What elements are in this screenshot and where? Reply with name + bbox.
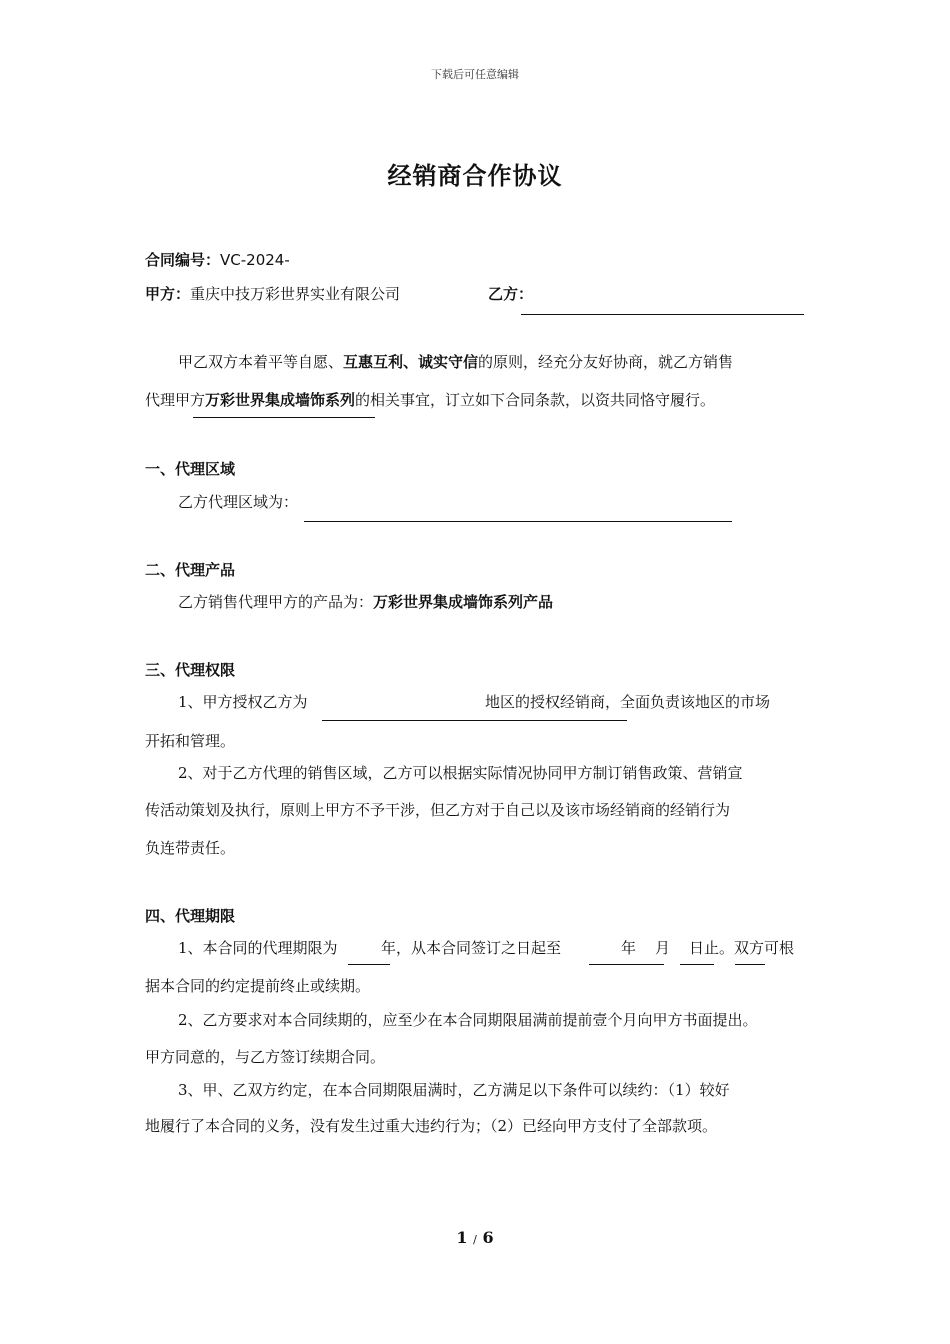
contract-number-label: 合同编号：: [145, 251, 221, 269]
section-3-clause-2a: 2、对于乙方代理的销售区域，乙方可以根据实际情况协同甲方制订销售政策、营销宣: [178, 764, 743, 782]
section-4-heading: 四、代理期限: [145, 907, 236, 925]
intro-text-2: 代理甲方: [145, 391, 206, 409]
page-title: 经销商合作协议: [387, 161, 563, 190]
page-separator: /: [473, 1233, 477, 1246]
contract-number: [145, 250, 290, 270]
party-b-label: 乙方：: [488, 285, 534, 303]
page-total: 6: [482, 1228, 494, 1247]
party-a-label: 甲方：: [145, 285, 191, 303]
section-4-clause-1-year: 年，从本合同签订之日起至: [381, 939, 562, 957]
section-3-clause-2c: 负连带责任。: [145, 839, 236, 857]
term-years-blank[interactable]: [348, 964, 390, 965]
intro-bold: 互惠互利、诚实守信: [343, 353, 479, 371]
section-4-clause-3b: 地履行了本合同的义务，没有发生过重大违约行为；（2）已经向甲方支付了全部款项。: [145, 1117, 718, 1135]
section-1-heading: 一、代理区域: [145, 460, 236, 478]
intro-underline: [193, 417, 375, 418]
header-note: 下载后可任意编辑: [431, 68, 519, 81]
section-4-clause-1b: 据本合同的约定提前终止或续期。: [145, 977, 371, 995]
section-3-clause-1a: 1、甲方授权乙方为: [178, 693, 308, 711]
section-3-clause-1b: 地区的授权经销商，全面负责该地区的市场: [485, 693, 771, 711]
party-a: [145, 284, 400, 304]
contract-number-value: VC-2024-: [220, 251, 290, 269]
section-3-clause-1c: 开拓和管理。: [145, 732, 236, 750]
end-day-blank[interactable]: [735, 964, 765, 965]
party-a-name: 重庆中技万彩世界实业有限公司: [190, 285, 401, 303]
section-2-text-plain: 乙方销售代理甲方的产品为：: [178, 593, 374, 611]
section-1-text: 乙方代理区域为：: [178, 493, 299, 511]
authorized-region-blank[interactable]: [322, 720, 627, 721]
section-4-clause-3a: 3、甲、乙双方约定，在本合同期限届满时，乙方满足以下条件可以续约：（1）较好: [178, 1081, 730, 1099]
section-4-end-month-label: 月: [655, 939, 671, 957]
agency-region-blank[interactable]: [304, 521, 732, 522]
section-2-heading: 二、代理产品: [145, 561, 236, 579]
intro-text: 甲乙双方本着平等自愿、: [178, 353, 344, 371]
section-4-clause-2a: 2、乙方要求对本合同续期的，应至少在本合同期限届满前提前壹个月向甲方书面提出。: [178, 1011, 758, 1029]
intro-line-2: [145, 390, 715, 410]
section-3-clause-2b: 传活动策划及执行，原则上甲方不予干涉，但乙方对于自己以及该市场经销商的经销行为: [145, 801, 731, 819]
product-series-bold: 万彩世界集成墙饰系列: [205, 391, 356, 409]
party-b-blank[interactable]: [521, 314, 804, 315]
page-number: [0, 1228, 950, 1247]
intro-line-1: [178, 352, 733, 372]
section-4-end-year-label: 年: [621, 939, 637, 957]
end-month-blank[interactable]: [680, 964, 714, 965]
section-2-product: 万彩世界集成墙饰系列产品: [373, 593, 554, 611]
end-year-blank[interactable]: [589, 964, 664, 965]
section-2-text: [178, 592, 553, 612]
intro-text-end: 的原则，经充分友好协商，就乙方销售: [478, 353, 734, 371]
section-4-clause-2b: 甲方同意的，与乙方签订续期合同。: [145, 1048, 386, 1066]
section-3-heading: 三、代理权限: [145, 661, 236, 679]
party-b: [488, 284, 533, 304]
section-4-clause-1a: 1、本合同的代理期限为: [178, 939, 338, 957]
intro-text-2-end: 的相关事宜，订立如下合同条款，以资共同恪守履行。: [355, 391, 716, 409]
page-current: 1: [456, 1228, 468, 1247]
section-4-end-day-label: 日止。双方可根: [689, 939, 795, 957]
